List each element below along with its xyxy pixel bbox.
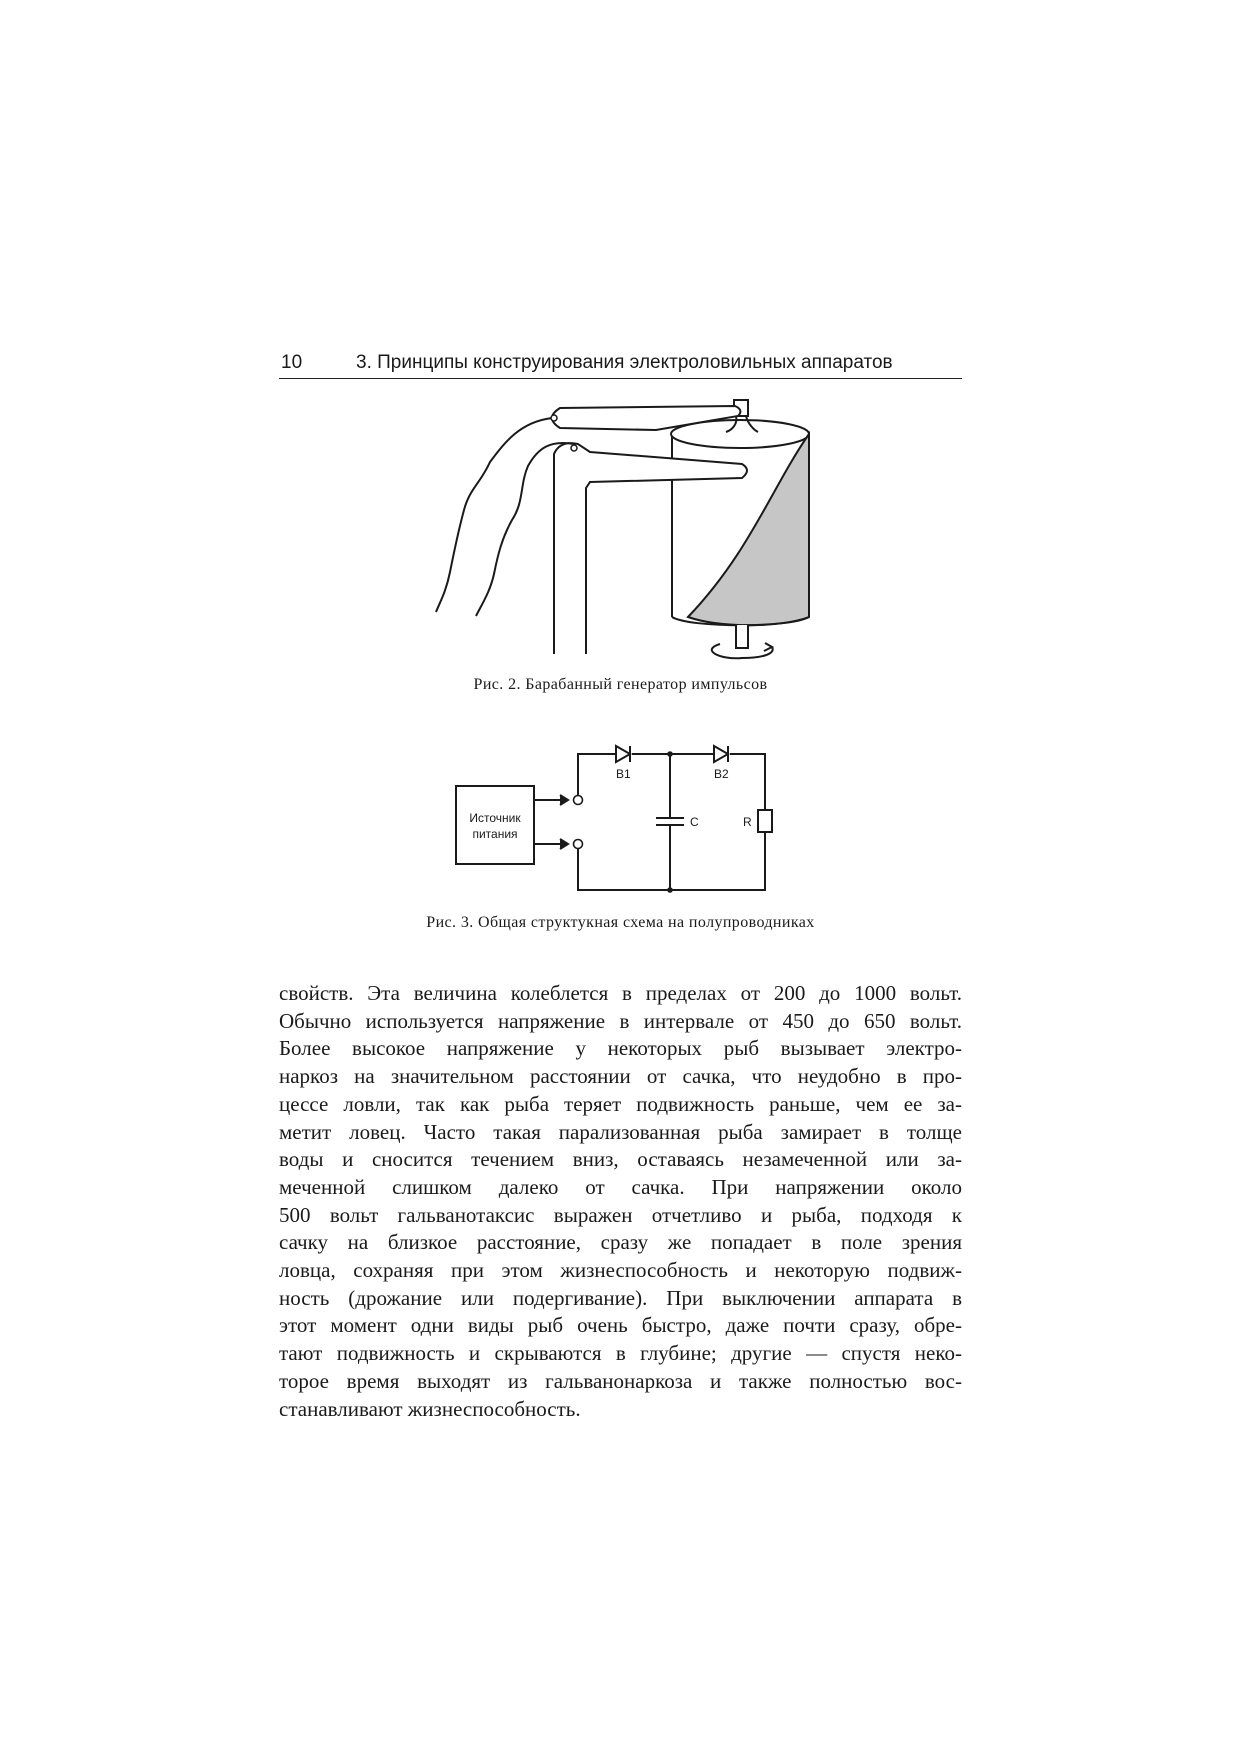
resistor-label: R: [743, 815, 752, 829]
diode-b2: [714, 746, 728, 762]
figure3-caption: Рис. 3. Общая структукная схема на полупроводниках: [426, 914, 815, 931]
capacitor-label: C: [690, 815, 699, 829]
text-line: сачку на близкое расстояние, сразу же попадает в поле зрения: [279, 1230, 962, 1255]
text-line: цессе ловли, так как рыба теряет подвижность раньше, чем ее за-: [279, 1091, 962, 1116]
terminal-bottom: [574, 840, 583, 849]
text-line: Обычно используется напряжение в интервале от 450 до 650 вольт.: [279, 1008, 962, 1033]
text-line: наркоз на значительном расстоянии от сачка, что неудобно в про-: [279, 1064, 962, 1089]
text-line: станавливают жизнеспособность.: [279, 1396, 581, 1421]
figure2-caption: Рис. 2. Барабанный генератор импульсов: [473, 676, 768, 693]
diode1-label: B1: [616, 767, 631, 781]
text-line: Более высокое напряжение у некоторых рыб вызывает электро-: [279, 1036, 962, 1061]
text-line: меченной слишком далеко от сачка. При напряжении около: [279, 1174, 962, 1199]
running-head: [279, 350, 962, 379]
figure-drum-generator: [420, 392, 820, 672]
diode2-label: B2: [714, 767, 729, 781]
diode-b1: [616, 746, 630, 762]
text-line: торое время выходят из гальванонаркоза и также полностью вос-: [279, 1368, 962, 1393]
text-line: воды и сносится течением вниз, оставаясь незамеченной или за-: [279, 1147, 962, 1172]
drum-generator-illustration: [420, 392, 820, 672]
text-line: метит ловец. Часто такая парализованная рыба замирает в толще: [279, 1119, 962, 1144]
resistor: [758, 810, 772, 832]
source-label-line2: питания: [472, 827, 518, 841]
text-line: ность (дрожание или подергивание). При выключении аппарата в: [279, 1285, 962, 1310]
text-line: тают подвижность и скрываются в глубине; другие — спустя неко-: [279, 1341, 962, 1366]
page-number: 10: [281, 352, 303, 373]
chapter-title: 3. Принципы конструирования электроловильных аппаратов: [356, 352, 893, 373]
terminal-top: [574, 796, 583, 805]
circuit-diagram: [450, 740, 790, 904]
body-paragraph: [279, 980, 962, 1423]
text-line: ловца, сохраняя при этом жизнеспособность и некоторую подвиж-: [279, 1258, 962, 1283]
source-label-line1: Источник: [469, 811, 521, 825]
figure-circuit-diagram: [450, 740, 790, 904]
text-line: 500 вольт гальванотаксис выражен отчетливо и рыба, подходя к: [279, 1202, 962, 1227]
text-line: этот момент одни виды рыб очень быстро, даже почти сразу, обре-: [279, 1313, 962, 1338]
power-source-box: [456, 786, 534, 864]
text-line: свойств. Эта величина колеблется в пределах от 200 до 1000 вольт.: [279, 981, 962, 1005]
